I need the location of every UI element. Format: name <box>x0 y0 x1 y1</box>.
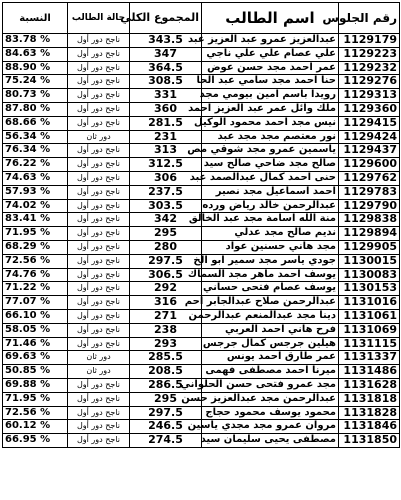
seat-number-cell: 1129415 <box>339 116 400 130</box>
total-score-cell: 316 <box>130 296 202 310</box>
student-status-cell: ناجح دور أول <box>68 309 130 323</box>
student-name-cell: يوسف احمد ماهر مجد السماك <box>202 268 339 282</box>
seat-number-cell: 1129905 <box>339 240 400 254</box>
percentage-cell: 77.07 % <box>3 296 68 310</box>
student-status-cell: ناجح دور أول <box>68 420 130 434</box>
total-score-cell: 364.5 <box>130 61 202 75</box>
student-name-cell: ياسمين عمرو مجد شوقي مص <box>202 144 339 158</box>
student-name-cell: نيس مجد احمد محمود الوكيل <box>202 116 339 130</box>
total-score-cell: 231 <box>130 130 202 144</box>
student-status-cell: ناجح دور أول <box>68 47 130 61</box>
student-status-cell: دور ثان <box>68 365 130 379</box>
percentage-cell: 66.10 % <box>3 309 68 323</box>
table-row <box>3 268 400 282</box>
seat-number-cell: 1131628 <box>339 378 400 392</box>
student-name-cell: عبدالعزيز عمرو عبد العزيز عبد <box>202 34 339 48</box>
student-name-cell: محمود يوسف محمود حجاج <box>202 406 339 420</box>
table-row <box>3 185 400 199</box>
seat-number-cell: 1131069 <box>339 323 400 337</box>
percentage-cell: 69.88 % <box>3 378 68 392</box>
student-name-cell: عمر احمد مجد حسن عوض <box>202 61 339 75</box>
student-name-cell: مصطفى يحيى سليمان سيد <box>202 434 339 448</box>
total-score-cell: 271 <box>130 309 202 323</box>
seat-number-cell: 1129600 <box>339 158 400 172</box>
total-score-cell: 306.5 <box>130 268 202 282</box>
table-row <box>3 337 400 351</box>
student-status-cell: ناجح دور أول <box>68 158 130 172</box>
table-row <box>3 213 400 227</box>
results-sheet <box>2 2 399 498</box>
total-score-cell: 208.5 <box>130 365 202 379</box>
total-score-cell: 238 <box>130 323 202 337</box>
student-status-cell: ناجح دور أول <box>68 406 130 420</box>
student-status-cell: ناجح دور أول <box>68 213 130 227</box>
table-row <box>3 365 400 379</box>
percentage-cell: 75.24 % <box>3 75 68 89</box>
student-name-cell: يوسف عصام فتحى حساني <box>202 282 339 296</box>
student-status-cell: دور ثان <box>68 130 130 144</box>
total-score-cell: 281.5 <box>130 116 202 130</box>
table-row <box>3 199 400 213</box>
student-name-cell: نور معتصم مجد مجد عبد <box>202 130 339 144</box>
percentage-cell: 71.95 % <box>3 392 68 406</box>
seat-number-cell: 1129179 <box>339 34 400 48</box>
student-status-cell: ناجح دور أول <box>68 171 130 185</box>
student-status-cell: ناجح دور أول <box>68 199 130 213</box>
student-status-cell: ناجح دور أول <box>68 144 130 158</box>
student-name-cell: منة الله اسامة مجد عبد الخالق <box>202 213 339 227</box>
percentage-cell: 84.63 % <box>3 47 68 61</box>
percentage-cell: 56.34 % <box>3 130 68 144</box>
table-row <box>3 392 400 406</box>
total-score-cell: 303.5 <box>130 199 202 213</box>
percentage-cell: 71.95 % <box>3 227 68 241</box>
seat-number-cell: 1130015 <box>339 254 400 268</box>
seat-number-cell: 1131115 <box>339 337 400 351</box>
total-header: المجموع الكلي <box>130 3 202 34</box>
student-status-cell: ناجح دور أول <box>68 282 130 296</box>
total-score-cell: 274.5 <box>130 434 202 448</box>
student-status-cell: ناجح دور أول <box>68 227 130 241</box>
table-row <box>3 240 400 254</box>
table-row <box>3 406 400 420</box>
seat-number-cell: 1130083 <box>339 268 400 282</box>
table-row <box>3 158 400 172</box>
student-name-cell: فرح هاني احمد العربي <box>202 323 339 337</box>
student-name-cell: احمد اسماعيل مجد نصير <box>202 185 339 199</box>
student-status-cell: ناجح دور أول <box>68 296 130 310</box>
total-score-cell: 313 <box>130 144 202 158</box>
student-name-header: اسم الطالب <box>202 3 339 34</box>
seat-number-cell: 1129783 <box>339 185 400 199</box>
student-status-cell: ناجح دور أول <box>68 61 130 75</box>
student-name-cell: دينا مجد عبدالمنعم عبدالرحمن <box>202 309 339 323</box>
percentage-cell: 83.41 % <box>3 213 68 227</box>
total-score-cell: 331 <box>130 89 202 103</box>
total-score-cell: 297.5 <box>130 406 202 420</box>
percentage-cell: 68.66 % <box>3 116 68 130</box>
total-score-cell: 342 <box>130 213 202 227</box>
total-score-cell: 292 <box>130 282 202 296</box>
total-score-cell: 286.5 <box>130 378 202 392</box>
table-row <box>3 61 400 75</box>
table-row <box>3 47 400 61</box>
student-name-cell: علي عصام علي علي ناجي <box>202 47 339 61</box>
student-name-cell: مجد عمرو فتحى حسن الحلواني <box>202 378 339 392</box>
percentage-cell: 50.85 % <box>3 365 68 379</box>
student-name-cell: عبدالرحمن صلاح عبدالجابر احم <box>202 296 339 310</box>
student-status-cell: ناجح دور أول <box>68 116 130 130</box>
student-name-cell: نديم صالح مجد عدلي <box>202 227 339 241</box>
student-status-cell: ناجح دور أول <box>68 75 130 89</box>
student-status-cell: ناجح دور أول <box>68 102 130 116</box>
status-header: حالة الطالب <box>68 3 130 34</box>
total-score-cell: 297.5 <box>130 254 202 268</box>
percentage-cell: 72.56 % <box>3 406 68 420</box>
seat-number-cell: 1129762 <box>339 171 400 185</box>
total-score-cell: 293 <box>130 337 202 351</box>
percentage-cell: 58.05 % <box>3 323 68 337</box>
percentage-cell: 71.46 % <box>3 337 68 351</box>
student-name-cell: ميرنا احمد مصطفى فهمى <box>202 365 339 379</box>
student-status-cell: ناجح دور أول <box>68 392 130 406</box>
seat-number-cell: 1131828 <box>339 406 400 420</box>
seat-number-cell: 1129232 <box>339 61 400 75</box>
table-row <box>3 34 400 48</box>
table-row <box>3 420 400 434</box>
table-row <box>3 75 400 89</box>
seat-number-cell: 1130153 <box>339 282 400 296</box>
seat-number-cell: 1129437 <box>339 144 400 158</box>
student-name-cell: صالح مجد ضاحي صالح سيد <box>202 158 339 172</box>
percentage-cell: 74.63 % <box>3 171 68 185</box>
total-score-cell: 312.5 <box>130 158 202 172</box>
seat-number-cell: 1129360 <box>339 102 400 116</box>
seat-number-cell: 1129894 <box>339 227 400 241</box>
seat-number-cell: 1131818 <box>339 392 400 406</box>
results-table <box>2 2 400 448</box>
percentage-cell: 80.73 % <box>3 89 68 103</box>
table-row <box>3 102 400 116</box>
percentage-cell: 66.95 % <box>3 434 68 448</box>
student-status-cell: ناجح دور أول <box>68 378 130 392</box>
table-row <box>3 116 400 130</box>
student-status-cell: ناجح دور أول <box>68 185 130 199</box>
percentage-cell: 71.22 % <box>3 282 68 296</box>
table-row <box>3 89 400 103</box>
percentage-cell: 60.12 % <box>3 420 68 434</box>
seat-number-cell: 1131337 <box>339 351 400 365</box>
percentage-cell: 88.90 % <box>3 61 68 75</box>
student-name-cell: حنا احمد مجد سامي عبد الحا <box>202 75 339 89</box>
student-status-cell: ناجح دور أول <box>68 89 130 103</box>
table-row <box>3 254 400 268</box>
seat-number-cell: 1129838 <box>339 213 400 227</box>
student-name-cell: جودي ياسر مجد سمير ابو الخ <box>202 254 339 268</box>
seat-number-cell: 1131061 <box>339 309 400 323</box>
percentage-cell: 68.29 % <box>3 240 68 254</box>
percentage-cell: 76.22 % <box>3 158 68 172</box>
total-score-cell: 246.5 <box>130 420 202 434</box>
seat-number-cell: 1131486 <box>339 365 400 379</box>
total-score-cell: 237.5 <box>130 185 202 199</box>
student-name-cell: مجد هاني حسنين عواد <box>202 240 339 254</box>
seat-number-cell: 1129223 <box>339 47 400 61</box>
table-body <box>3 34 400 448</box>
student-name-cell: حنى احمد كمال عبدالصمد عبد <box>202 171 339 185</box>
table-row <box>3 227 400 241</box>
seat-number-cell: 1131850 <box>339 434 400 448</box>
total-score-cell: 306 <box>130 171 202 185</box>
total-score-cell: 343.5 <box>130 34 202 48</box>
percentage-cell: 57.93 % <box>3 185 68 199</box>
seat-number-cell: 1131016 <box>339 296 400 310</box>
percentage-cell: 74.76 % <box>3 268 68 282</box>
seat-number-cell: 1129276 <box>339 75 400 89</box>
percentage-cell: 74.02 % <box>3 199 68 213</box>
percentage-cell: 72.56 % <box>3 254 68 268</box>
student-status-cell: ناجح دور أول <box>68 34 130 48</box>
seat-number-cell: 1129790 <box>339 199 400 213</box>
percentage-cell: 76.34 % <box>3 144 68 158</box>
student-name-cell: هيلين جرجس كمال جرجس <box>202 337 339 351</box>
student-name-cell: عبدالرحمن خالد رياض ورده <box>202 199 339 213</box>
seat-number-cell: 1131846 <box>339 420 400 434</box>
table-row <box>3 130 400 144</box>
student-status-cell: دور ثان <box>68 351 130 365</box>
student-status-cell: ناجح دور أول <box>68 337 130 351</box>
table-row <box>3 296 400 310</box>
table-row <box>3 144 400 158</box>
table-row <box>3 171 400 185</box>
student-name-cell: عبدالرحمن مجد عبدالعزيز حسن <box>202 392 339 406</box>
student-name-cell: عمر طارق احمد يونس <box>202 351 339 365</box>
student-status-cell: ناجح دور أول <box>68 323 130 337</box>
table-row <box>3 378 400 392</box>
table-row <box>3 282 400 296</box>
percentage-header: النسبة <box>3 3 68 34</box>
student-status-cell: ناجح دور أول <box>68 254 130 268</box>
table-header <box>3 3 400 34</box>
seat-number-cell: 1129424 <box>339 130 400 144</box>
seat-number-header: رقم الجلوس <box>339 3 400 34</box>
table-row <box>3 351 400 365</box>
total-score-cell: 308.5 <box>130 75 202 89</box>
student-status-cell: ناجح دور أول <box>68 268 130 282</box>
table-row <box>3 309 400 323</box>
percentage-cell: 83.78 % <box>3 34 68 48</box>
total-score-cell: 295 <box>130 392 202 406</box>
total-score-cell: 360 <box>130 102 202 116</box>
seat-number-cell: 1129313 <box>339 89 400 103</box>
student-name-cell: ملك وائل عمر عبد العزيز احمد <box>202 102 339 116</box>
student-status-cell: ناجح دور أول <box>68 240 130 254</box>
total-score-cell: 295 <box>130 227 202 241</box>
total-score-cell: 347 <box>130 47 202 61</box>
percentage-cell: 87.80 % <box>3 102 68 116</box>
table-row <box>3 323 400 337</box>
percentage-cell: 69.63 % <box>3 351 68 365</box>
table-row <box>3 434 400 448</box>
student-name-cell: مروان عمرو مجد مجدي ياسين <box>202 420 339 434</box>
student-status-cell: ناجح دور أول <box>68 434 130 448</box>
total-score-cell: 280 <box>130 240 202 254</box>
total-score-cell: 285.5 <box>130 351 202 365</box>
student-name-cell: رويدا باسم امين بيومي مجد <box>202 89 339 103</box>
header-row <box>3 3 400 34</box>
